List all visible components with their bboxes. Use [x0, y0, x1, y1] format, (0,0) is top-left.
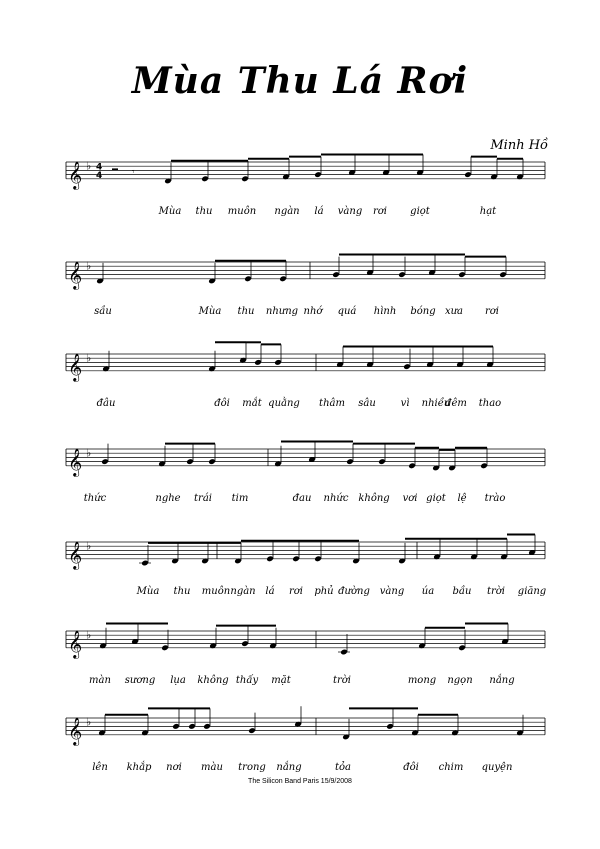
lyric-word: nhiều [421, 398, 451, 409]
lyric-word: thu [173, 586, 191, 597]
lyric-word: Mùa [136, 586, 160, 597]
lyric-word: sương [124, 675, 156, 686]
lyric-word: giọt [426, 493, 446, 504]
key-signature-flat: ♭ [86, 715, 92, 729]
lyric-word: tim [231, 493, 249, 504]
lyric-word: đôi [214, 398, 230, 409]
lyric-word: úa [421, 586, 435, 597]
lyric-word: lệ [457, 493, 467, 504]
lyric-word: rơi [373, 206, 387, 217]
lyric-word: Mùa [158, 206, 182, 217]
lyric-word: không [358, 493, 390, 504]
lyric-word: vàng [379, 586, 405, 597]
lyric-word: quá [337, 306, 357, 317]
lyric-word: trái [194, 493, 212, 504]
lyric-word: nhức [323, 493, 349, 504]
key-signature-flat: ♭ [86, 259, 92, 273]
lyric-word: Mùa [198, 306, 222, 317]
lyric-word: phủ [314, 586, 334, 597]
lyric-word: trời [486, 586, 506, 597]
lyric-word: sầu [94, 306, 112, 317]
lyric-word: hình [373, 306, 397, 317]
lyric-word: thu [195, 206, 213, 217]
lyric-word: vì [400, 398, 410, 409]
lyric-word: thâm [319, 398, 345, 409]
treble-clef-icon: 𝄞 [68, 260, 83, 289]
lyric-word: nghe [155, 493, 181, 504]
lyric-word: lụa [170, 675, 186, 686]
lyric-word: khắp [126, 762, 152, 773]
treble-clef-icon: 𝄞 [68, 629, 83, 658]
lyric-word: rơi [485, 306, 499, 317]
composer-name: Minh Hồ [490, 138, 548, 153]
lyric-word: đôi [403, 762, 419, 773]
lyric-word: ngàn [274, 206, 300, 217]
treble-clef-icon: 𝄞 [68, 540, 83, 569]
lyric-word: thao [478, 398, 502, 409]
key-signature-flat: ♭ [86, 159, 92, 173]
eighth-rest: 𝄾 [132, 167, 135, 178]
lyric-word: trong [238, 762, 266, 773]
lyric-word: trời [332, 675, 352, 686]
lyric-word: quằng [268, 398, 300, 409]
lyric-word: giăng [517, 586, 547, 597]
lyric-word: nắng [276, 762, 302, 773]
key-signature-flat: ♭ [86, 446, 92, 460]
lyric-word: đường [338, 586, 370, 597]
lyric-word: thu [237, 306, 255, 317]
lyric-word: xưa [444, 306, 464, 317]
treble-clef-icon: 𝄞 [68, 447, 83, 476]
lyric-word: mong [407, 675, 437, 686]
lyric-word: thấy [235, 675, 259, 686]
lyric-word: rơi [289, 586, 303, 597]
lyric-word: bóng [410, 306, 436, 317]
lyric-word: đâu [96, 398, 116, 409]
lyric-word: nhớ [303, 306, 323, 317]
lyric-word: lá [314, 206, 324, 217]
lyric-word: muôn [227, 206, 257, 217]
lyric-word: màu [201, 762, 223, 773]
half-rest [112, 168, 118, 170]
lyric-word: vàng [337, 206, 363, 217]
key-signature-flat: ♭ [86, 539, 92, 553]
lyric-word: nhưng [265, 306, 299, 317]
lyric-word: lên [92, 762, 108, 773]
lyric-word: hạt [479, 206, 497, 217]
lyric-word: trào [484, 493, 506, 504]
lyric-word: màn [89, 675, 111, 686]
lyric-word: lá [265, 586, 275, 597]
lyric-word: quyện [481, 762, 513, 773]
lyric-word: mắt [242, 398, 262, 409]
lyric-word: sâu [358, 398, 376, 409]
lyric-word: chim [438, 762, 464, 773]
time-signature-top: 4 [96, 162, 103, 173]
song-title: Mùa Thu Lá Rơi [131, 60, 469, 102]
time-signature-bottom: 4 [96, 170, 103, 181]
lyric-word: nắng [489, 675, 515, 686]
key-signature-flat: ♭ [86, 628, 92, 642]
key-signature-flat: ♭ [86, 351, 92, 365]
lyric-word: đau [292, 493, 312, 504]
lyric-word: đêm [445, 398, 467, 409]
treble-clef-icon: 𝄞 [68, 160, 83, 189]
lyric-word: thức [83, 493, 107, 504]
lyric-word: giọt [410, 206, 430, 217]
lyric-word: ngàn [230, 586, 256, 597]
lyric-word: bầu [452, 586, 472, 597]
lyric-word: tỏa [334, 762, 352, 773]
treble-clef-icon: 𝄞 [68, 716, 83, 745]
lyric-word: vơi [402, 493, 418, 504]
lyric-word: muôn [201, 586, 231, 597]
treble-clef-icon: 𝄞 [68, 352, 83, 381]
lyric-word: nơi [166, 762, 182, 773]
lyric-word: mặt [271, 675, 291, 686]
lyric-word: không [197, 675, 229, 686]
footer-credit: The Silicon Band Paris 15/9/2008 [248, 778, 352, 785]
lyric-word: ngọn [447, 675, 473, 686]
